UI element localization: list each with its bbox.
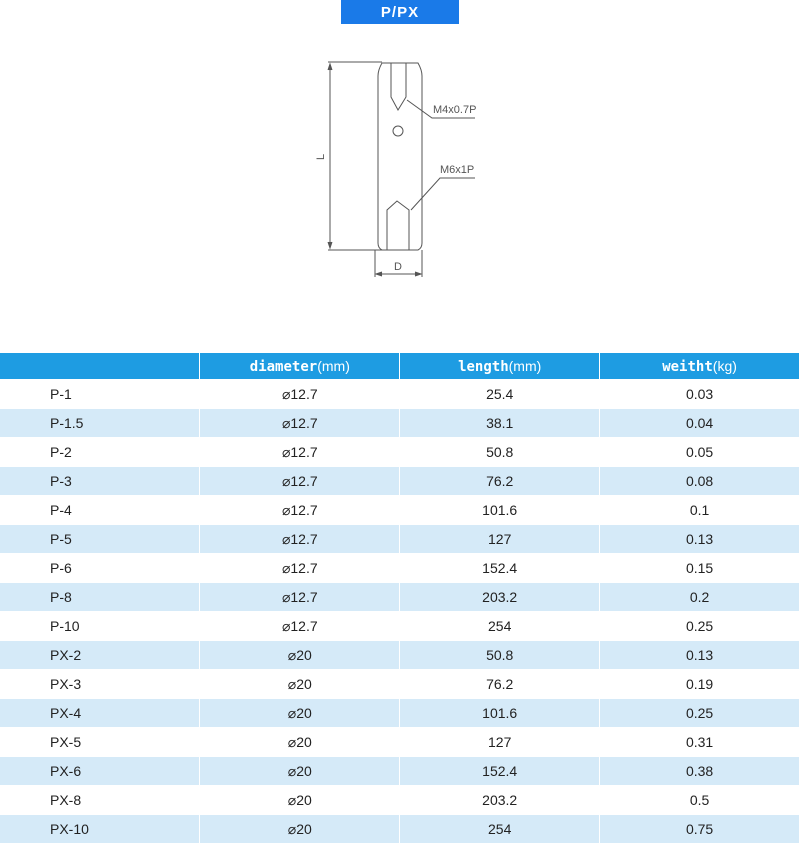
weight-cell: 0.31 [600, 728, 800, 757]
post-outline [378, 63, 422, 250]
diameter-cell: ⌀20 [200, 757, 400, 786]
diameter-cell: ⌀12.7 [200, 438, 400, 467]
header-name: length [458, 358, 509, 375]
model-cell: PX-3 [0, 670, 200, 699]
model-cell: P-3 [0, 467, 200, 496]
model-cell: PX-4 [0, 699, 200, 728]
table-row [0, 641, 800, 670]
table-row [0, 496, 800, 525]
header-name: weitht [662, 358, 713, 375]
bottom-thread-hole [387, 201, 409, 250]
header-unit: (mm) [508, 357, 542, 374]
weight-cell: 0.04 [600, 409, 800, 438]
model-cell: PX-10 [0, 815, 200, 844]
table-row [0, 438, 800, 467]
weight-cell: 0.1 [600, 496, 800, 525]
weight-cell: 0.38 [600, 757, 800, 786]
length-cell: 101.6 [400, 496, 600, 525]
diameter-cell: ⌀20 [200, 699, 400, 728]
weight-cell: 0.03 [600, 380, 800, 409]
diameter-cell: ⌀20 [200, 670, 400, 699]
table-row [0, 670, 800, 699]
model-cell: P-8 [0, 583, 200, 612]
weight-cell: 0.5 [600, 786, 800, 815]
weight-cell: 0.05 [600, 438, 800, 467]
bottom-thread-label: M6x1P [440, 164, 475, 176]
length-label: L [315, 153, 327, 160]
table-row [0, 612, 800, 641]
diameter-cell: ⌀12.7 [200, 612, 400, 641]
diameter-cell: ⌀12.7 [200, 409, 400, 438]
diameter-cell: ⌀12.7 [200, 554, 400, 583]
diameter-label: D [394, 261, 402, 273]
table-row [0, 699, 800, 728]
header-name: diameter [249, 358, 318, 375]
weight-cell: 0.13 [600, 525, 800, 554]
table-row [0, 467, 800, 496]
column-header [0, 353, 200, 380]
model-cell: PX-8 [0, 786, 200, 815]
length-cell: 254 [400, 612, 600, 641]
model-cell: P-2 [0, 438, 200, 467]
column-header [200, 353, 400, 380]
table-row [0, 409, 800, 438]
length-cell: 25.4 [400, 380, 600, 409]
table-row [0, 757, 800, 786]
table-row [0, 583, 800, 612]
length-cell: 76.2 [400, 467, 600, 496]
model-cell: P-5 [0, 525, 200, 554]
diameter-cell: ⌀12.7 [200, 467, 400, 496]
top-thread-hole [391, 63, 406, 110]
diameter-cell: ⌀20 [200, 815, 400, 844]
header-unit: (mm) [317, 357, 350, 374]
length-cell: 152.4 [400, 757, 600, 786]
table-row [0, 815, 800, 844]
length-cell: 38.1 [400, 409, 600, 438]
diameter-cell: ⌀20 [200, 728, 400, 757]
length-cell: 203.2 [400, 583, 600, 612]
column-header [600, 353, 800, 380]
header-unit: (kg) [712, 357, 737, 374]
top-thread-label: M4x0.7P [433, 104, 477, 116]
length-cell: 76.2 [400, 670, 600, 699]
cross-hole [393, 126, 403, 136]
model-cell: P-6 [0, 554, 200, 583]
section-title: P/PX [341, 0, 459, 24]
post-diagram [300, 40, 500, 290]
weight-cell: 0.15 [600, 554, 800, 583]
weight-cell: 0.2 [600, 583, 800, 612]
diameter-cell: ⌀20 [200, 786, 400, 815]
model-cell: P-4 [0, 496, 200, 525]
weight-cell: 0.19 [600, 670, 800, 699]
weight-cell: 0.25 [600, 612, 800, 641]
length-cell: 50.8 [400, 438, 600, 467]
diameter-cell: ⌀12.7 [200, 583, 400, 612]
model-cell: PX-6 [0, 757, 200, 786]
column-header [400, 353, 600, 380]
model-cell: P-1 [0, 380, 200, 409]
table-row [0, 786, 800, 815]
table-row [0, 728, 800, 757]
length-cell: 127 [400, 525, 600, 554]
diameter-cell: ⌀20 [200, 641, 400, 670]
spec-table [0, 353, 800, 844]
weight-cell: 0.75 [600, 815, 800, 844]
diameter-cell: ⌀12.7 [200, 525, 400, 554]
length-cell: 50.8 [400, 641, 600, 670]
length-cell: 127 [400, 728, 600, 757]
length-cell: 254 [400, 815, 600, 844]
model-cell: P-10 [0, 612, 200, 641]
bottom-leader-line [411, 178, 475, 210]
weight-cell: 0.08 [600, 467, 800, 496]
diameter-cell: ⌀12.7 [200, 496, 400, 525]
weight-cell: 0.13 [600, 641, 800, 670]
table-row [0, 554, 800, 583]
model-cell: PX-2 [0, 641, 200, 670]
model-cell: P-1.5 [0, 409, 200, 438]
length-cell: 152.4 [400, 554, 600, 583]
table-row [0, 525, 800, 554]
length-cell: 203.2 [400, 786, 600, 815]
table-row [0, 380, 800, 409]
length-cell: 101.6 [400, 699, 600, 728]
diameter-cell: ⌀12.7 [200, 380, 400, 409]
weight-cell: 0.25 [600, 699, 800, 728]
model-cell: PX-5 [0, 728, 200, 757]
